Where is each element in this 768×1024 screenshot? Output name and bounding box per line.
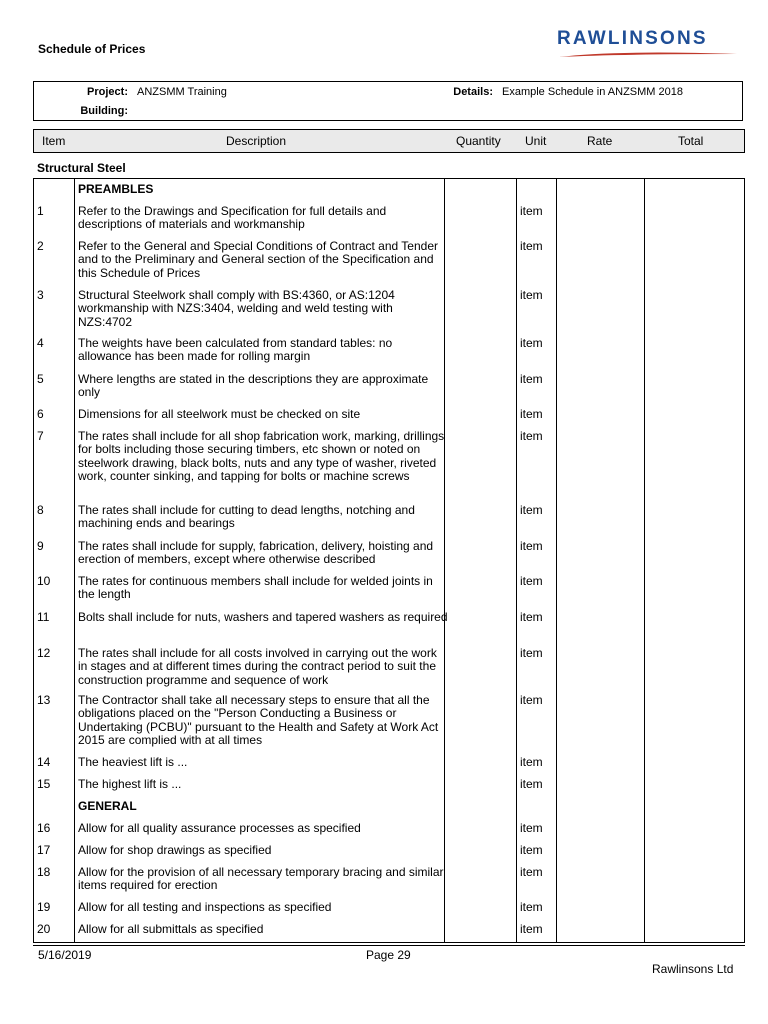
table-header [33,129,745,153]
item-description: Where lengths are stated in the descriptions they are approximate only [78,372,429,400]
item-number: 16 [37,821,51,835]
item-description: The rates shall include for supply, fabrication, delivery, hoisting and erection of members, except where otherwise described [78,539,434,567]
item-unit: item [520,755,543,769]
project-info-box [33,81,743,121]
item-description: Structural Steelwork shall comply with BS:4360, or AS:1204 workmanship with NZS:3404, welding and weld testing with NZS:4702 [78,288,395,329]
item-description: Bolts shall include for nuts, washers and tapered washers as required [78,610,448,624]
item-unit: item [520,777,543,791]
item-number: 12 [37,646,51,660]
item-number: 15 [37,777,51,791]
item-number: 5 [37,372,44,386]
item-number: 4 [37,336,44,350]
header-unit: Unit [525,134,547,148]
item-description: The heaviest lift is ... [78,755,188,769]
logo-swoosh-icon [557,51,739,59]
item-number: 3 [37,288,44,302]
column-divider [644,179,645,942]
item-unit: item [520,372,543,386]
item-description: Refer to the General and Special Conditions of Contract and Tender and to the Preliminary and General section of the Specification and this Schedule of Prices [78,239,438,280]
item-number: 8 [37,503,44,517]
item-number: 10 [37,574,51,588]
footer-page-number: Page 29 [366,948,411,962]
document-title: Schedule of Prices [38,42,146,56]
item-description: The rates shall include for cutting to dead lengths, notching and machining ends and bearings [78,503,415,531]
footer-company: Rawlinsons Ltd [652,962,734,976]
item-number: 6 [37,407,44,421]
section-title: Structural Steel [37,161,126,175]
footer-date: 5/16/2019 [38,948,92,962]
item-number: 14 [37,755,51,769]
item-description: The highest lift is ... [78,777,182,791]
details-value: Example Schedule in ANZSMM 2018 [502,86,683,98]
item-unit: item [520,503,543,517]
item-unit: item [520,539,543,553]
header-total: Total [678,134,704,148]
item-unit: item [520,693,543,707]
table-bottom-rule [33,945,745,946]
item-unit: item [520,407,543,421]
section-heading: GENERAL [78,799,137,813]
item-unit: item [520,610,543,624]
header-rate: Rate [587,134,613,148]
item-number: 11 [37,610,50,624]
item-number: 13 [37,693,51,707]
item-unit: item [520,843,543,857]
item-number: 7 [37,429,44,443]
item-unit: item [520,922,543,936]
building-label: Building: [80,105,128,117]
section-heading: PREAMBLES [78,182,154,196]
brand-logo [557,28,739,59]
column-divider [556,179,557,942]
details-label: Details: [453,86,493,98]
item-unit: item [520,239,543,253]
item-number: 9 [37,539,44,553]
item-description: The weights have been calculated from standard tables: no allowance has been made for rolling margin [78,336,393,364]
column-divider [516,179,517,942]
item-unit: item [520,865,543,879]
item-description: The rates shall include for all shop fabrication work, marking, drillings for bolts including those securing timbers, etc shown or noted on steelwork drawing, black bolts, nuts and any type of washer, riveted work, counter sinking, and tapping for bolts or machine screws [78,429,445,483]
item-description: Allow for all submittals as specified [78,922,264,936]
item-number: 19 [37,900,51,914]
item-number: 2 [37,239,44,253]
item-unit: item [520,821,543,835]
schedule-table [33,178,745,943]
project-value: ANZSMM Training [137,86,227,98]
item-unit: item [520,336,543,350]
item-unit: item [520,288,543,302]
item-unit: item [520,574,543,588]
item-description: Allow for shop drawings as specified [78,843,272,857]
item-unit: item [520,204,543,218]
item-number: 17 [37,843,51,857]
brand-name: RAWLINSONS [557,28,708,49]
header-quantity: Quantity [456,134,501,148]
item-description: Dimensions for all steelwork must be checked on site [78,407,361,421]
item-description: The Contractor shall take all necessary steps to ensure that all the obligations placed on the "Person Conducting a Business or Undertaking (PCBU)" pursuant to the Health and Safety at Work Act 2015 are complied with at all times [78,693,439,747]
item-number: 18 [37,865,51,879]
project-label: Project: [87,86,128,98]
item-description: Allow for the provision of all necessary temporary bracing and similar items required for erection [78,865,444,893]
item-unit: item [520,429,543,443]
item-unit: item [520,900,543,914]
item-description: Refer to the Drawings and Specification for full details and descriptions of materials and workmanship [78,204,387,232]
item-description: The rates for continuous members shall include for welded joints in the length [78,574,433,602]
column-divider [74,179,75,942]
item-number: 1 [37,204,44,218]
item-unit: item [520,646,543,660]
item-description: Allow for all quality assurance processes as specified [78,821,361,835]
header-item: Item [42,134,66,148]
item-description: Allow for all testing and inspections as specified [78,900,332,914]
item-description: The rates shall include for all costs involved in carrying out the work in stages and at different times during the contract period to suit the construction programme and sequence of work [78,646,437,687]
header-description: Description [226,134,287,148]
item-number: 20 [37,922,51,936]
